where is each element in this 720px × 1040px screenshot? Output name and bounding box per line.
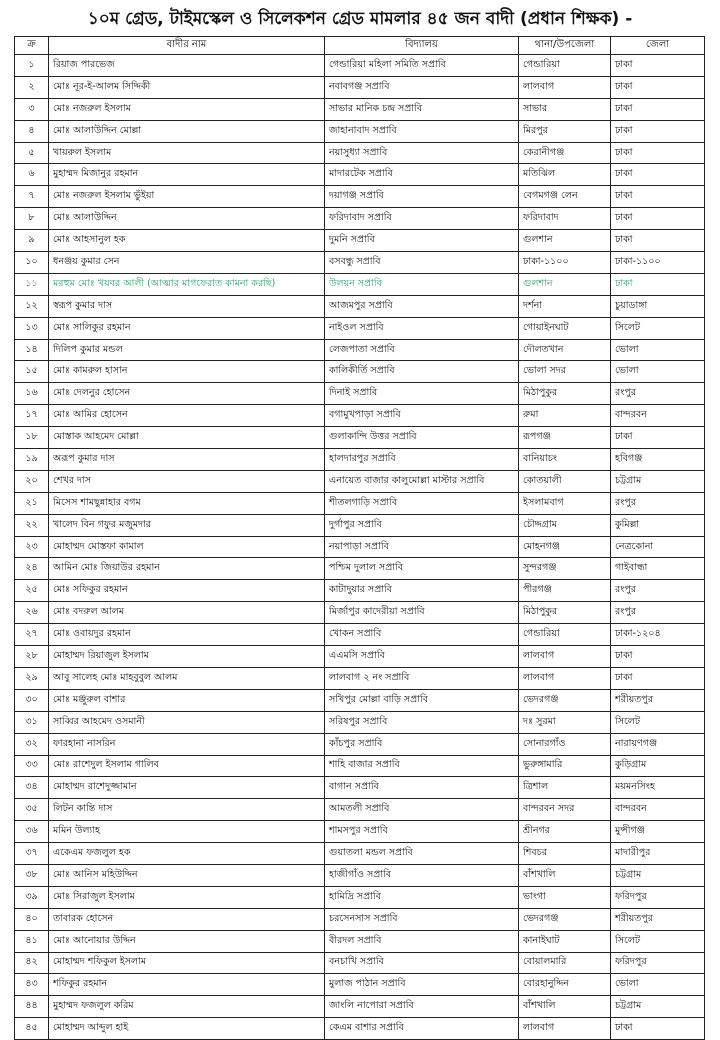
cell-serial: ১৭ — [15, 405, 49, 427]
header-upazila: থানা/উপজেলা — [519, 37, 611, 55]
cell-upazila: ফরিদাবাদ — [519, 208, 611, 230]
cell-district: বান্দরবন — [611, 799, 705, 821]
table-row — [15, 624, 705, 646]
cell-name: মোঃ আলাউদ্দিন — [49, 208, 325, 230]
cell-school: ফরিদাবাদ সপ্রাবি — [325, 208, 519, 230]
table-row — [15, 55, 705, 77]
header-name: বাদীর নাম — [49, 37, 325, 55]
cell-upazila: লালবাগ — [519, 667, 611, 689]
table-header-row — [15, 37, 705, 55]
cell-upazila: দর্শনা — [519, 295, 611, 317]
cell-name: লিটন কান্তি দাস — [49, 799, 325, 821]
cell-name: মোঃ কামরুল হাসান — [49, 361, 325, 383]
header-serial: ক্র — [15, 37, 49, 55]
cell-serial: ১২ — [15, 295, 49, 317]
table-row — [15, 558, 705, 580]
cell-name: মোঃ বদরুল আলম — [49, 602, 325, 624]
cell-name: ধনঞ্জয় কুমার সেন — [49, 252, 325, 274]
cell-district: ঢাকা — [611, 98, 705, 120]
cell-serial: ১৮ — [15, 427, 49, 449]
cell-district: ঢাকা — [611, 120, 705, 142]
cell-serial: ২৪ — [15, 558, 49, 580]
cell-upazila: কানাইঘাট — [519, 930, 611, 952]
table-row — [15, 996, 705, 1018]
cell-serial: ১৬ — [15, 383, 49, 405]
cell-district: ঢাকা — [611, 273, 705, 295]
cell-school: কাটাদুয়ার সপ্রাবি — [325, 580, 519, 602]
cell-district: ঢাকা — [611, 427, 705, 449]
plaintiff-table — [14, 36, 705, 1040]
cell-district: ঢাকা — [611, 667, 705, 689]
cell-district: ঢাকা — [611, 142, 705, 164]
cell-district: ঢাকা — [611, 208, 705, 230]
cell-name: রিয়াজ পারভেজ — [49, 55, 325, 77]
cell-serial: ৩৩ — [15, 755, 49, 777]
cell-school: বাগান সপ্রাবি — [325, 777, 519, 799]
cell-school: দিনাই সপ্রাবি — [325, 383, 519, 405]
cell-school: সাভার মানিক চন্দ্র সপ্রাবি — [325, 98, 519, 120]
table-row — [15, 646, 705, 668]
cell-name: মোস্তাক আহমেদ মোল্লা — [49, 427, 325, 449]
cell-school: খোকন সপ্রাবি — [325, 624, 519, 646]
cell-name: মোহাম্মদ আব্দুল হাই — [49, 1018, 325, 1040]
cell-name: মোঃ আহসানুল হক — [49, 230, 325, 252]
table-row — [15, 317, 705, 339]
cell-school: হালদারপুর সপ্রাবি — [325, 449, 519, 471]
cell-name: মুহাম্মদ ফজলুল করিম — [49, 996, 325, 1018]
cell-upazila: গেন্ডারিয়া — [519, 624, 611, 646]
table-row — [15, 514, 705, 536]
cell-serial: ৩৬ — [15, 821, 49, 843]
cell-school: কালিকীর্তি সপ্রাবি — [325, 361, 519, 383]
cell-serial: ৪৩ — [15, 974, 49, 996]
cell-school: আমতলী সপ্রাবি — [325, 799, 519, 821]
table-row — [15, 208, 705, 230]
cell-district: রংপুর — [611, 580, 705, 602]
page-title: ১০ম গ্রেড, টাইমস্কেল ও সিলেকশন গ্রেড মামলার ৪৫ জন বাদী (প্রধান শিক্ষক) - — [87, 9, 633, 29]
cell-serial: ২৩ — [15, 536, 49, 558]
cell-serial: ২৯ — [15, 667, 49, 689]
cell-district: ময়মনসিংহ — [611, 777, 705, 799]
table-row — [15, 1018, 705, 1040]
cell-district: মাদারীপুর — [611, 843, 705, 865]
cell-serial: ৫ — [15, 142, 49, 164]
cell-name: মোঃ সিরাজুল ইসলাম — [49, 886, 325, 908]
table-row — [15, 930, 705, 952]
cell-upazila: গুলশান — [519, 273, 611, 295]
cell-school: এনায়েত বাজার কালুমোল্লা মাস্টার সপ্রাবি — [325, 470, 519, 492]
cell-school: লালবাগ ২ নং সপ্রাবি — [325, 667, 519, 689]
cell-upazila: রুমা — [519, 405, 611, 427]
cell-school: দুমনি সপ্রাবি — [325, 230, 519, 252]
table-row — [15, 230, 705, 252]
cell-serial: ১৫ — [15, 361, 49, 383]
cell-name: সাব্বির আহমেদ ওসমানী — [49, 711, 325, 733]
cell-school: নবাবগঞ্জ সপ্রাবি — [325, 76, 519, 98]
cell-name: মোঃ নজরুল ইসলাম — [49, 98, 325, 120]
cell-upazila: ভেদরগঞ্জ — [519, 689, 611, 711]
cell-school: আজমপুর সপ্রাবি — [325, 295, 519, 317]
cell-upazila: কেরানীগঞ্জ — [519, 142, 611, 164]
cell-name: মোঃ আলাউদ্দিন মোল্লা — [49, 120, 325, 142]
cell-district: ঢাকা — [611, 164, 705, 186]
table-row — [15, 843, 705, 865]
cell-serial: ৭ — [15, 186, 49, 208]
table-row — [15, 864, 705, 886]
cell-school: শামসপুর সপ্রাবি — [325, 821, 519, 843]
table-row — [15, 492, 705, 514]
table-row — [15, 98, 705, 120]
cell-upazila: সোনারগাঁও — [519, 733, 611, 755]
cell-school: মাদারটেক সপ্রাবি — [325, 164, 519, 186]
cell-serial: ৪১ — [15, 930, 49, 952]
cell-serial: ৪ — [15, 120, 49, 142]
cell-upazila: বান্দরবন সদর — [519, 799, 611, 821]
cell-district: ঢাকা — [611, 76, 705, 98]
cell-serial: ৮ — [15, 208, 49, 230]
table-row — [15, 120, 705, 142]
cell-upazila: ইসলামবাগ — [519, 492, 611, 514]
cell-upazila: গোয়াইনঘাট — [519, 317, 611, 339]
cell-school: বগামুখপাড়া সপ্রাবি — [325, 405, 519, 427]
cell-name: মোঃ নজরুল ইসলাম ভুঁইয়া — [49, 186, 325, 208]
cell-name: মমিন উল্যাহ — [49, 821, 325, 843]
cell-serial: ৩৯ — [15, 886, 49, 908]
cell-serial: ৪৪ — [15, 996, 49, 1018]
cell-upazila: ঢাকা-১১০০ — [519, 252, 611, 274]
cell-name: শেখর দাস — [49, 470, 325, 492]
cell-school: সরিষপুর সপ্রাবি — [325, 711, 519, 733]
cell-school: চরসেনসাস সপ্রাবি — [325, 908, 519, 930]
cell-serial: ৩১ — [15, 711, 49, 733]
cell-upazila: ভেদরগঞ্জ — [519, 908, 611, 930]
cell-name: তাবারক হোসেন — [49, 908, 325, 930]
table-row — [15, 536, 705, 558]
cell-school: বনচাখি সপ্রাবি — [325, 952, 519, 974]
table-row — [15, 427, 705, 449]
cell-district: ঢাকা — [611, 230, 705, 252]
cell-school: বীরদল সপ্রাবি — [325, 930, 519, 952]
table-row — [15, 470, 705, 492]
cell-school: কাঁচপুর সপ্রাবি — [325, 733, 519, 755]
cell-district: হবিগঞ্জ — [611, 449, 705, 471]
cell-upazila: দঃ সুরমা — [519, 711, 611, 733]
cell-name: মোঃ নূর-ই-আলম সিদ্দিকী — [49, 76, 325, 98]
cell-name: ফারহানা নাসরিন — [49, 733, 325, 755]
cell-school: পশ্চিম দুলাল সপ্রাবি — [325, 558, 519, 580]
cell-district: ঢাকা — [611, 1018, 705, 1040]
cell-serial: ৪৫ — [15, 1018, 49, 1040]
cell-name: দিলিপ কুমার মন্ডল — [49, 339, 325, 361]
table-row — [15, 733, 705, 755]
cell-school: গুলাকান্দি উত্তর সপ্রাবি — [325, 427, 519, 449]
cell-serial: ২ — [15, 76, 49, 98]
cell-serial: ৩৪ — [15, 777, 49, 799]
cell-upazila: ভাংগা — [519, 886, 611, 908]
cell-upazila: পীরগঞ্জ — [519, 580, 611, 602]
table-row — [15, 952, 705, 974]
cell-name: মরহুম মোঃ খয়বর আলী (আত্মার মাগফেরাত কামনা করছি) — [49, 273, 325, 295]
cell-school: এএমসি সপ্রাবি — [325, 646, 519, 668]
cell-district: চট্টগ্রাম — [611, 470, 705, 492]
cell-upazila: মিঠাপুকুর — [519, 602, 611, 624]
cell-name: মোহাম্মদ রিয়াজুল ইসলাম — [49, 646, 325, 668]
cell-serial: ৩০ — [15, 689, 49, 711]
cell-upazila: লালবাগ — [519, 76, 611, 98]
cell-serial: ৯ — [15, 230, 49, 252]
cell-upazila: লালবাগ — [519, 646, 611, 668]
cell-upazila: সাভার — [519, 98, 611, 120]
table-row — [15, 76, 705, 98]
table-row — [15, 689, 705, 711]
table-row — [15, 295, 705, 317]
cell-upazila: বেগমগঞ্জ লেন — [519, 186, 611, 208]
table-row — [15, 974, 705, 996]
cell-district: রংপুর — [611, 383, 705, 405]
cell-upazila: মিঠাপুকুর — [519, 383, 611, 405]
cell-district: চট্টগ্রাম — [611, 996, 705, 1018]
cell-name: মোঃ আনিস মহিউদ্দিন — [49, 864, 325, 886]
cell-district: নারায়ণগঞ্জ — [611, 733, 705, 755]
cell-district: কুমিল্লা — [611, 514, 705, 536]
cell-district: মুন্সীগঞ্জ — [611, 821, 705, 843]
cell-name: মিসেস শামছুন্নাহার বগম — [49, 492, 325, 514]
cell-name: মোঃ ওবায়দুর রহমান — [49, 624, 325, 646]
cell-upazila: বানিয়াচং — [519, 449, 611, 471]
cell-serial: ৩ — [15, 98, 49, 120]
cell-district: চট্টগ্রাম — [611, 864, 705, 886]
cell-district: ঢাকা — [611, 646, 705, 668]
cell-school: জাহানাবাদ সপ্রাবি — [325, 120, 519, 142]
cell-name: মোঃ আমির হোসেন — [49, 405, 325, 427]
cell-upazila: শ্রীনগর — [519, 821, 611, 843]
cell-name: শফিকুর রহমান — [49, 974, 325, 996]
cell-district: গাইবান্ধা — [611, 558, 705, 580]
cell-serial: ৪২ — [15, 952, 49, 974]
cell-serial: ২৮ — [15, 646, 49, 668]
cell-school: উলয়ন সপ্রাবি — [325, 273, 519, 295]
cell-name: মোহাম্মদ শফিকুল ইসলাম — [49, 952, 325, 974]
table-row — [15, 580, 705, 602]
cell-serial: ২২ — [15, 514, 49, 536]
cell-district: রংপুর — [611, 602, 705, 624]
cell-name: আমিন মোঃ জিয়াউর রহমান — [49, 558, 325, 580]
header-district: জেলা — [611, 37, 705, 55]
cell-name: আবু সালেহ মোঃ মাহবুবুল আলম — [49, 667, 325, 689]
table-row — [15, 164, 705, 186]
cell-serial: ১৪ — [15, 339, 49, 361]
cell-name: মোহাম্মদ মোস্তফা কামাল — [49, 536, 325, 558]
cell-school: হাজীগাঁও সপ্রাবি — [325, 864, 519, 886]
cell-serial: ৪০ — [15, 908, 49, 930]
cell-serial: ২৬ — [15, 602, 49, 624]
cell-school: গুয়াতলা মন্ডল সপ্রাবি — [325, 843, 519, 865]
cell-upazila: সুন্দরগঞ্জ — [519, 558, 611, 580]
cell-district: ঢাকা-১২০৪ — [611, 624, 705, 646]
cell-school: নয়াসুধ্যা সপ্রাবি — [325, 142, 519, 164]
cell-district: ঢাকা — [611, 55, 705, 77]
cell-district: নেত্রকোনা — [611, 536, 705, 558]
table-row — [15, 777, 705, 799]
cell-name: মোঃ মঞ্জুরুল বাশার — [49, 689, 325, 711]
table-row — [15, 339, 705, 361]
cell-district: কুড়িগ্রাম — [611, 755, 705, 777]
cell-upazila: বোরহানুদ্দিন — [519, 974, 611, 996]
table-row — [15, 821, 705, 843]
table-row — [15, 186, 705, 208]
cell-serial: ২৫ — [15, 580, 49, 602]
cell-serial: ২৭ — [15, 624, 49, 646]
cell-name: অরূপ কুমার দাস — [49, 449, 325, 471]
cell-upazila: রূপগঞ্জ — [519, 427, 611, 449]
cell-upazila: মতিঝিল — [519, 164, 611, 186]
cell-name: মোঃ দেলনুর হোসেন — [49, 383, 325, 405]
cell-upazila: গেন্ডারিয়া — [519, 55, 611, 77]
cell-serial: ৩৮ — [15, 864, 49, 886]
cell-upazila: কোতয়ালী — [519, 470, 611, 492]
cell-school: হামিদ্রি সপ্রাবি — [325, 886, 519, 908]
cell-school: দুর্গাপুর সপ্রাবি — [325, 514, 519, 536]
table-row — [15, 908, 705, 930]
cell-upazila: বাঁশখালি — [519, 864, 611, 886]
cell-upazila: শিবচর — [519, 843, 611, 865]
cell-serial: ১১ — [15, 273, 49, 295]
cell-upazila: লালবাগ — [519, 1018, 611, 1040]
cell-upazila: মোহনগঞ্জ — [519, 536, 611, 558]
cell-serial: ১৩ — [15, 317, 49, 339]
table-row — [15, 799, 705, 821]
cell-serial: ২১ — [15, 492, 49, 514]
cell-upazila: গুলশান — [519, 230, 611, 252]
cell-serial: ২০ — [15, 470, 49, 492]
cell-serial: ৬ — [15, 164, 49, 186]
cell-name: একেএম ফজলুল হক — [49, 843, 325, 865]
cell-district: ফরিদপুর — [611, 952, 705, 974]
cell-name: মুহাম্মদ মিজানুর রহমান — [49, 164, 325, 186]
table-row — [15, 383, 705, 405]
cell-school: নাইওল সপ্রাবি — [325, 317, 519, 339]
cell-district: সিলেট — [611, 711, 705, 733]
cell-upazila: দৌলতখান — [519, 339, 611, 361]
cell-school: বসবন্ধু সপ্রাবি — [325, 252, 519, 274]
cell-serial: ৩৫ — [15, 799, 49, 821]
cell-serial: ৩২ — [15, 733, 49, 755]
cell-district: শরীয়তপুর — [611, 908, 705, 930]
table-row — [15, 667, 705, 689]
cell-school: নয়াপাড়া সপ্রাবি — [325, 536, 519, 558]
cell-serial: ৩৭ — [15, 843, 49, 865]
cell-school: মুলাজ পাঠান সপ্রাবি — [325, 974, 519, 996]
cell-upazila: বোয়ালমারি — [519, 952, 611, 974]
cell-upazila: বাঁশখালি — [519, 996, 611, 1018]
cell-name: মোঃ সালিকুর রহমান — [49, 317, 325, 339]
cell-school: শাহি বাজার সপ্রাবি — [325, 755, 519, 777]
cell-school: দয়াগঞ্জ সপ্রাবি — [325, 186, 519, 208]
table-row — [15, 449, 705, 471]
table-row — [15, 361, 705, 383]
table-row — [15, 755, 705, 777]
cell-serial: ১০ — [15, 252, 49, 274]
cell-name: মোঃ আনোয়ার উদ্দিন — [49, 930, 325, 952]
cell-upazila: ত্রিশাল — [519, 777, 611, 799]
cell-school: গেন্ডারিয়া মহিলা সমিতি সপ্রাবি — [325, 55, 519, 77]
cell-serial: ১ — [15, 55, 49, 77]
cell-school: মির্জাপুর কাদেরীয়া সপ্রাবি — [325, 602, 519, 624]
cell-district: ভোলা — [611, 339, 705, 361]
cell-name: মোঃ সফিকুর রহমান — [49, 580, 325, 602]
cell-upazila: ভোলা সদর — [519, 361, 611, 383]
cell-district: ফরিদপুর — [611, 886, 705, 908]
cell-name: স্বরূপ কুমার দাস — [49, 295, 325, 317]
cell-serial: ১৯ — [15, 449, 49, 471]
table-row — [15, 602, 705, 624]
table-row — [15, 273, 705, 295]
cell-district: রংপুর — [611, 492, 705, 514]
cell-district: সিলেট — [611, 930, 705, 952]
cell-district: শরীয়তপুর — [611, 689, 705, 711]
cell-school: শীতলগাড়ি সপ্রাবি — [325, 492, 519, 514]
cell-district: বান্দরবন — [611, 405, 705, 427]
table-row — [15, 886, 705, 908]
table-row — [15, 711, 705, 733]
cell-school: কেএম বাশার সপ্রাবি — [325, 1018, 519, 1040]
cell-school: লেজপাতা সপ্রাবি — [325, 339, 519, 361]
cell-district: ঢাকা-১১০০ — [611, 252, 705, 274]
cell-district: ভোলা — [611, 361, 705, 383]
cell-upazila: ভুরুঙ্গামারি — [519, 755, 611, 777]
cell-upazila: মিরপুর — [519, 120, 611, 142]
cell-school: সখিপুর মোল্লা বাড়ি সপ্রাবি — [325, 689, 519, 711]
table-row — [15, 142, 705, 164]
cell-name: মোহাম্মদ রাশেদুজ্জামান — [49, 777, 325, 799]
cell-name: খায়রুল ইসলাম — [49, 142, 325, 164]
table-row — [15, 252, 705, 274]
cell-school: জাংলি নাপোরা সপ্রাবি — [325, 996, 519, 1018]
header-school: বিদ্যালয় — [325, 37, 519, 55]
cell-upazila: চৌদ্দগ্রাম — [519, 514, 611, 536]
cell-district: সিলেট — [611, 317, 705, 339]
cell-name: মোঃ রাশেদুল ইসলাম গালিব — [49, 755, 325, 777]
cell-district: ঢাকা — [611, 186, 705, 208]
cell-district: চুয়াডাঙ্গা — [611, 295, 705, 317]
cell-name: খালেদ বিন গফুর মজুমদার — [49, 514, 325, 536]
cell-district: ভোলা — [611, 974, 705, 996]
table-row — [15, 405, 705, 427]
